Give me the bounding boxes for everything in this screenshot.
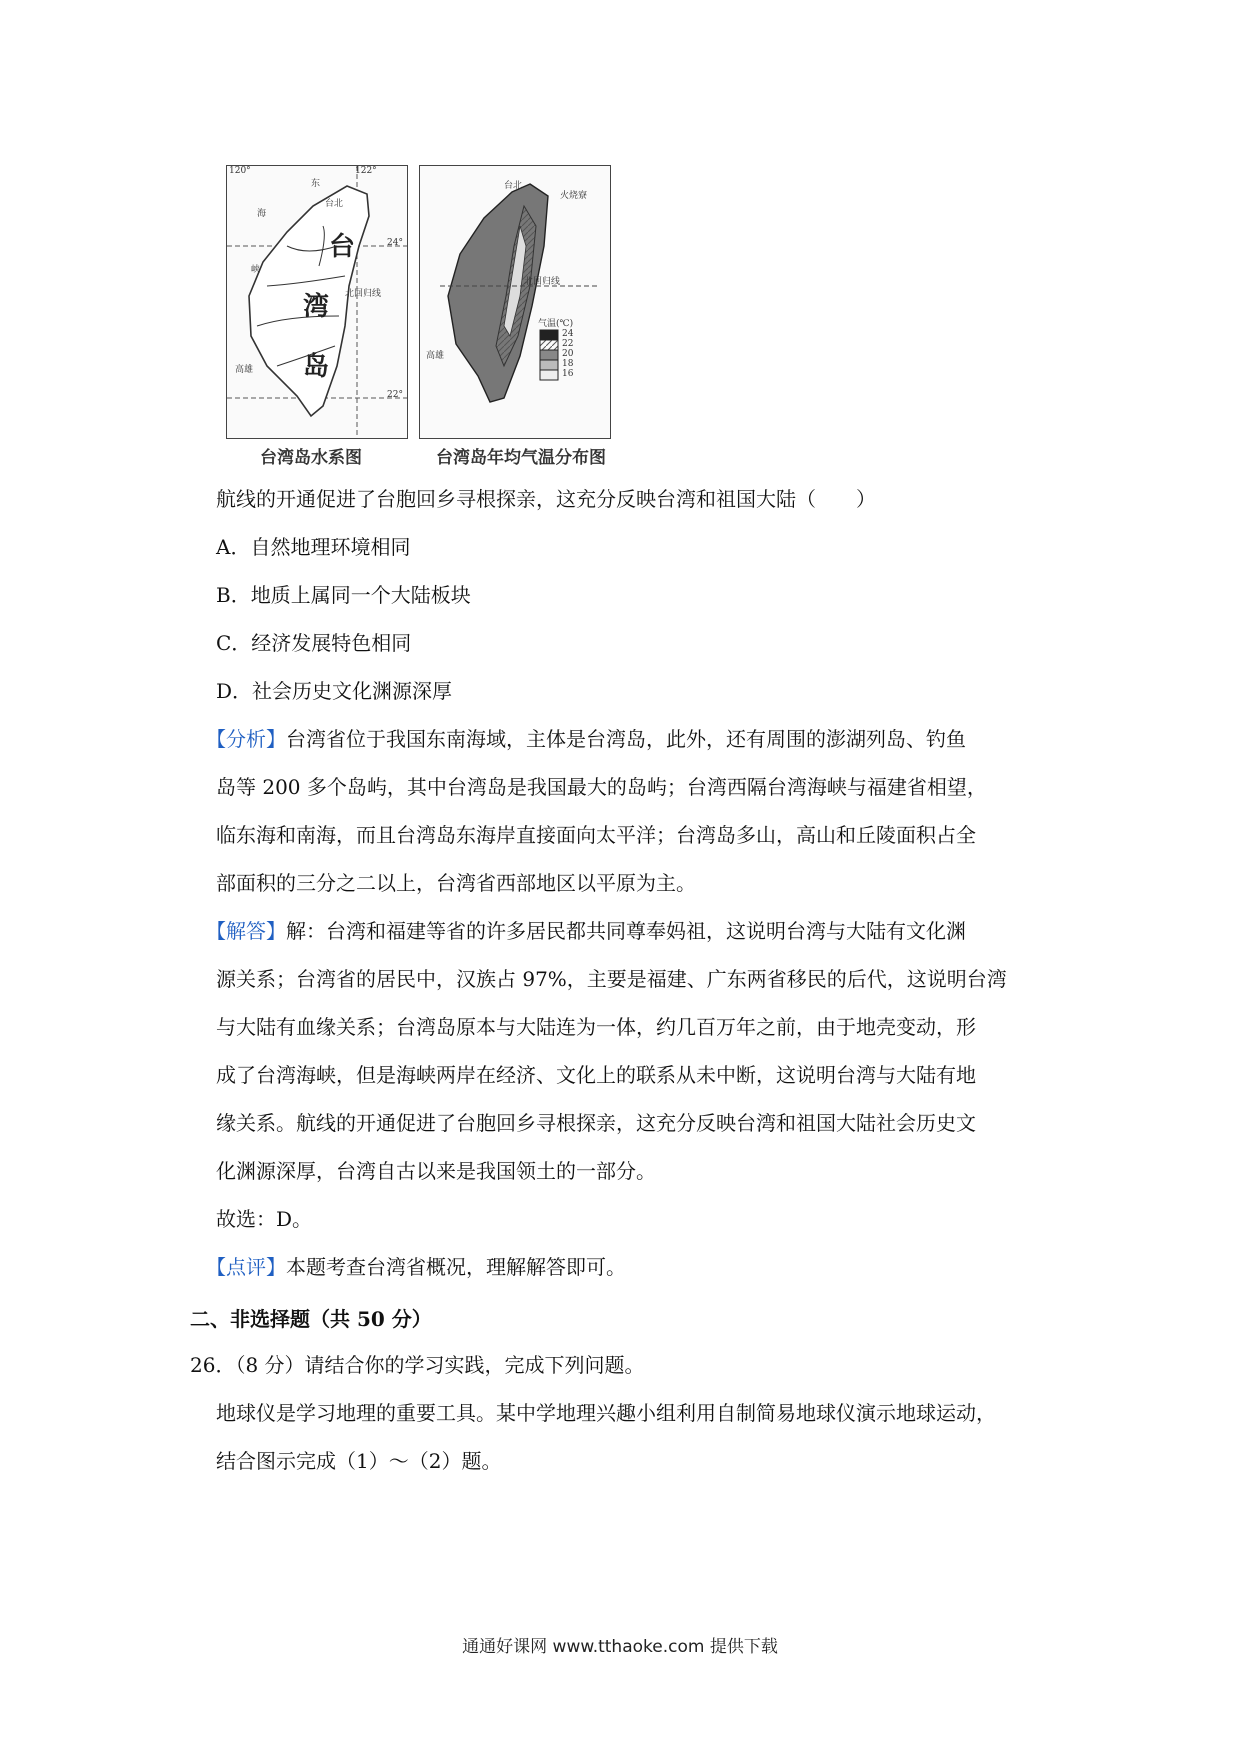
temperature-map-drawing [420, 166, 610, 438]
analysis-line: 部面积的三分之二以上，台湾省西部地区以平原为主。 [216, 871, 696, 895]
label-lat-22: 22° [387, 390, 403, 400]
label-tropic: 北回归线 [345, 289, 382, 299]
analysis-line: 岛等 200 多个岛屿，其中台湾岛是我国最大的岛屿；台湾西隔台湾海峡与福建省相望， [216, 775, 987, 799]
analysis-text: 台湾省位于我国东南海域，主体是台湾岛，此外，还有周围的澎湖列岛、钓鱼 [286, 727, 966, 751]
legend-value: 16 [562, 369, 574, 379]
temperature-caption: 台湾岛年均气温分布图 [436, 448, 606, 468]
water-system-caption: 台湾岛水系图 [260, 448, 362, 468]
answer-line: 化渊源深厚，台湾自古以来是我国领土的一部分。 [216, 1159, 656, 1183]
label-gaoxiong-2: 高雄 [426, 351, 445, 361]
page-footer: 通通好课网 www.tthaoke.com 提供下载 [462, 1637, 778, 1657]
legend-title: 气温(℃) [538, 319, 574, 329]
answer-tag: 【解答】 [206, 919, 286, 943]
label-east: 东 [311, 179, 321, 189]
legend-value: 24 [562, 329, 574, 339]
taiwan-temperature-map [419, 165, 611, 439]
temperature-legend [540, 330, 558, 380]
comment-line [206, 1252, 626, 1282]
label-tai: 台 [329, 232, 356, 262]
legend-value: 18 [562, 359, 574, 369]
label-taibei-2: 台北 [504, 181, 523, 191]
analysis-line: 临东海和南海，而且台湾岛东海岸直接面向太平洋；台湾岛多山，高山和丘陵面积占全 [216, 823, 976, 847]
question-26-text: 结合图示完成（1）～（2）题。 [216, 1449, 502, 1473]
label-lat-24: 24° [387, 238, 403, 248]
answer-line: 成了台湾海峡，但是海峡两岸在经济、文化上的联系从未中断，这说明台湾与大陆有地 [216, 1063, 976, 1087]
label-huoshaoliao: 火烧寮 [560, 191, 588, 201]
analysis-line [206, 724, 966, 754]
label-hai: 海 [257, 209, 267, 219]
answer-line: 缘关系。航线的开通促进了台胞回乡寻根探亲，这充分反映台湾和祖国大陆社会历史文 [216, 1111, 976, 1135]
option-a: A．自然地理环境相同 [216, 535, 411, 559]
answer-choice: 故选：D。 [216, 1207, 313, 1231]
answer-line: 源关系；台湾省的居民中，汉族占 97%，主要是福建、广东两省移民的后代，这说明台湾 [216, 967, 1007, 991]
answer-text: 解：台湾和福建等省的许多居民都共同尊奉妈祖，这说明台湾与大陆有文化渊 [286, 919, 966, 943]
label-dao: 岛 [303, 352, 330, 382]
label-lon-122: 122° [355, 166, 377, 176]
label-wan: 湾 [303, 292, 330, 322]
option-c: C．经济发展特色相同 [216, 631, 412, 655]
comment-text: 本题考查台湾省概况，理解解答即可。 [286, 1255, 626, 1279]
question-26-text: 地球仪是学习地理的重要工具。某中学地理兴趣小组利用自制简易地球仪演示地球运动， [216, 1401, 996, 1425]
label-lon-120: 120° [229, 166, 251, 176]
analysis-tag: 【分析】 [206, 727, 286, 751]
label-tropic-2: 北回归线 [524, 277, 561, 287]
legend-value: 22 [562, 339, 574, 349]
answer-line: 与大陆有血缘关系；台湾岛原本与大陆连为一体，约几百万年之前，由于地壳变动，形 [216, 1015, 976, 1039]
legend-value: 20 [562, 349, 574, 359]
taiwan-water-system-map [226, 165, 408, 439]
comment-tag: 【点评】 [206, 1255, 286, 1279]
question-stem: 航线的开通促进了台胞回乡寻根探亲，这充分反映台湾和祖国大陆（ ） [216, 487, 876, 511]
option-d: D．社会历史文化渊源深厚 [216, 679, 453, 703]
section-heading: 二、非选择题（共 50 分） [190, 1307, 432, 1331]
label-taibei: 台北 [325, 199, 344, 209]
question-26-title: 26．（8 分）请结合你的学习实践，完成下列问题。 [190, 1353, 645, 1377]
option-b: B．地质上属同一个大陆板块 [216, 583, 471, 607]
answer-line [206, 916, 966, 946]
label-xia: 峡 [251, 265, 261, 275]
figure-group [226, 165, 611, 468]
label-gaoxiong: 高雄 [235, 365, 254, 375]
